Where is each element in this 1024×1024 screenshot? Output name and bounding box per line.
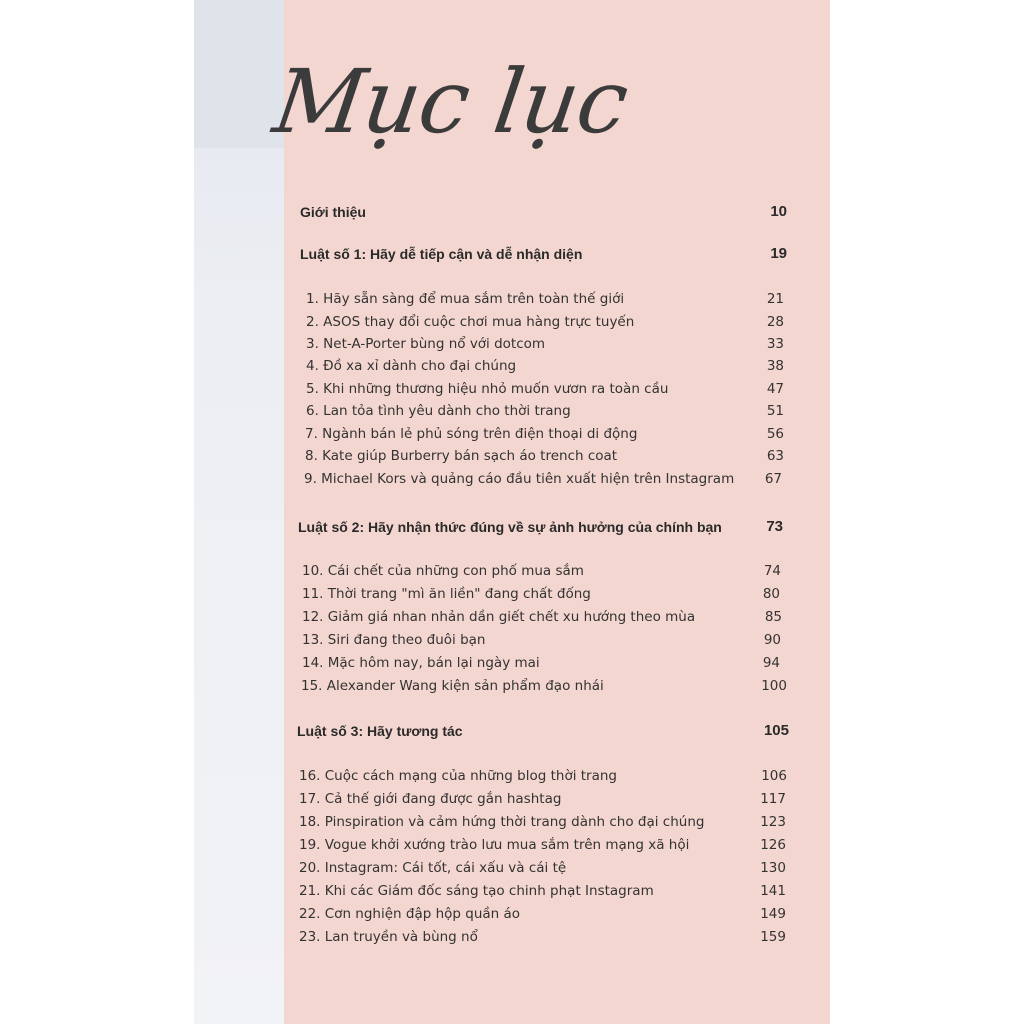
chapter-title: 6. Lan tỏa tình yêu dành cho thời trang: [306, 403, 571, 419]
chapter-title: 12. Giảm giá nhan nhản dần giết chết xu hướng theo mùa: [302, 609, 696, 625]
toc-chapter-row: [0, 810, 1024, 834]
page-number: 105: [763, 722, 789, 739]
toc-chapter-row: [0, 310, 1024, 334]
toc-chapter-row: [0, 925, 1024, 949]
chapter-title: 14. Mặc hôm nay, bán lại ngày mai: [302, 655, 540, 671]
section-title: Luật số 1: Hãy dễ tiếp cận và dễ nhận diện: [300, 246, 583, 262]
toc-chapter-row: [0, 879, 1024, 903]
page-number: 141: [760, 883, 786, 899]
section-title: Luật số 3: Hãy tương tác: [297, 723, 463, 739]
page-number: 106: [761, 768, 787, 784]
chapter-title: 3. Net-A-Porter bùng nổ với dotcom: [306, 336, 546, 352]
toc-chapter-row: [0, 559, 1024, 583]
section-title: Giới thiệu: [300, 204, 366, 220]
toc-chapter-row: [0, 287, 1024, 311]
page-number: 126: [760, 837, 786, 853]
toc-chapter-row: [0, 787, 1024, 811]
page-title: Mục lục: [267, 50, 634, 153]
toc-chapter-row: [0, 651, 1024, 675]
toc-chapter-row: [0, 444, 1024, 468]
toc-section-row: [0, 515, 1024, 539]
chapter-title: 16. Cuộc cách mạng của những blog thời trang: [299, 768, 617, 784]
chapter-title: 11. Thời trang "mì ăn liền" đang chất đống: [302, 586, 591, 602]
page-number: 85: [764, 609, 782, 625]
page-number: 73: [766, 518, 783, 535]
page-number: 67: [764, 471, 782, 487]
toc-chapter-row: [0, 628, 1024, 652]
page-number: 63: [766, 448, 784, 464]
chapter-title: 21. Khi các Giám đốc sáng tạo chinh phạt Instagram: [299, 883, 654, 899]
toc-chapter-row: [0, 354, 1024, 378]
page-number: 33: [766, 336, 784, 352]
chapter-title: 18. Pinspiration và cảm hứng thời trang dành cho đại chúng: [299, 814, 705, 830]
toc-chapter-row: [0, 399, 1024, 423]
page-number: 28: [766, 314, 784, 330]
chapter-title: 15. Alexander Wang kiện sản phẩm đạo nhái: [301, 678, 604, 694]
section-title: Luật số 2: Hãy nhận thức đúng về sự ảnh hưởng của chính bạn: [298, 519, 722, 535]
chapter-title: 20. Instagram: Cái tốt, cái xấu và cái tệ: [299, 860, 567, 876]
toc-chapter-row: [0, 833, 1024, 857]
toc-chapter-row: [0, 764, 1024, 788]
page-number: 159: [760, 929, 786, 945]
toc-chapter-row: [0, 467, 1024, 491]
chapter-title: 4. Đồ xa xỉ dành cho đại chúng: [306, 358, 517, 374]
page-number: 21: [766, 291, 784, 307]
chapter-title: 7. Ngành bán lẻ phủ sóng trên điện thoại di động: [305, 426, 638, 442]
chapter-title: 19. Vogue khởi xướng trào lưu mua sắm trên mạng xã hội: [299, 837, 690, 853]
chapter-title: 23. Lan truyền và bùng nổ: [299, 929, 478, 945]
page-number: 56: [766, 426, 784, 442]
chapter-title: 10. Cái chết của những con phố mua sắm: [302, 563, 584, 579]
chapter-title: 1. Hãy sẵn sàng để mua sắm trên toàn thế giới: [306, 291, 625, 307]
toc-chapter-row: [0, 902, 1024, 926]
chapter-title: 17. Cả thế giới đang được gắn hashtag: [299, 791, 562, 807]
toc-section-row: [0, 200, 1024, 224]
toc-chapter-row: [0, 582, 1024, 606]
page-number: 19: [770, 245, 787, 262]
page-number: 51: [766, 403, 784, 419]
page-number: 47: [766, 381, 784, 397]
page-number: 149: [760, 906, 786, 922]
toc-chapter-row: [0, 605, 1024, 629]
toc-chapter-row: [0, 856, 1024, 880]
chapter-title: 2. ASOS thay đổi cuộc chơi mua hàng trực tuyến: [306, 314, 635, 330]
page-number: 94: [762, 655, 780, 671]
page-number: 80: [762, 586, 780, 602]
chapter-title: 5. Khi những thương hiệu nhỏ muốn vươn ra toàn cầu: [306, 381, 669, 397]
page-number: 117: [760, 791, 786, 807]
toc-chapter-row: [0, 332, 1024, 356]
chapter-title: 9. Michael Kors và quảng cáo đầu tiên xuất hiện trên Instagram: [304, 471, 735, 487]
side-panel-top-block: [194, 0, 284, 148]
toc-chapter-row: [0, 377, 1024, 401]
page-number: 100: [761, 678, 787, 694]
toc-section-row: [0, 719, 1024, 743]
chapter-title: 13. Siri đang theo đuôi bạn: [302, 632, 486, 648]
page-number: 123: [760, 814, 786, 830]
chapter-title: 22. Cơn nghiện đập hộp quần áo: [299, 906, 521, 922]
page-number: 74: [763, 563, 781, 579]
toc-chapter-row: [0, 674, 1024, 698]
page-number: 90: [763, 632, 781, 648]
toc-section-row: [0, 242, 1024, 266]
page-number: 10: [770, 203, 787, 220]
page-number: 38: [766, 358, 784, 374]
page-number: 130: [760, 860, 786, 876]
chapter-title: 8. Kate giúp Burberry bán sạch áo trench coat: [305, 448, 618, 464]
toc-chapter-row: [0, 422, 1024, 446]
